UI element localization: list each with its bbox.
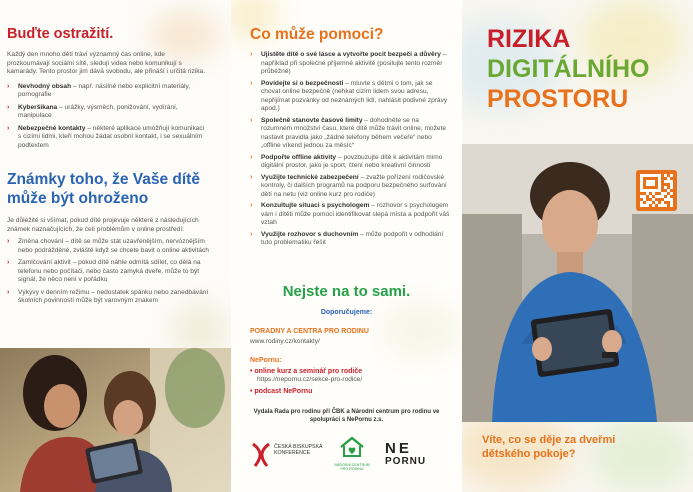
cover-title [487,24,650,114]
panel-left [0,0,231,492]
cover-question [482,433,682,461]
intro-text: Každý den mnoho dětí tráví významný čas online, kde prozkoumávají sociální sítě, sledují videa nebo komunikují s kamarády. Tento prostor jim dává svobodu, ale přináší i určitá rizika. [7,51,206,76]
qr-code-icon[interactable] [636,170,677,211]
risks-list [7,83,207,151]
question-line-2: dětského pokoje? [482,448,576,460]
nepornu-logo-bottom: PORNU [385,456,427,467]
org1-title: PORADNY A CENTRA PRO RODINU [250,328,369,335]
list-item: › Využijte technické zabezpečení – zvažte pořízení rodičovské kontroly, či dalších programů na podporu bezpečného surfování dětí na netu (viz online kurz pro rodiče) [250,173,447,198]
title-line-1: RIZIKA [487,25,571,53]
ncr-logo-text: NÁRODNÍ CENTRUM PRO RODINU [334,463,370,472]
logo-cbk [251,440,326,472]
list-item: › Nebezpečné kontakty – některé aplikace umožňují komunikaci s cizími lidmi, kteří mohou žádat osobní kontakt, i se sexuálním podtextem [7,124,205,149]
logo-nepornu [385,442,445,472]
qr-module [670,204,673,207]
org1-link[interactable]: www.rodiny.cz/kontakty/ [250,338,320,345]
recommend-label: Doporučujeme: [320,309,373,316]
chevron-right-icon: › [250,153,253,161]
signs-intro: Je důležité si všímat, pokud dítě projevuje některé z následujících známek naznačujících, že čelí problémům v online prostředí: [7,217,199,233]
org2-title: NePornu: [250,356,282,364]
panel-middle [231,0,462,492]
heading-warning-signs: Známky toho, že Vaše dítě může být ohroženo [7,171,200,207]
list-item: › Nevhodný obsah – např. násilné nebo explicitní materiály, pornografie [7,82,191,99]
nepornu-logo-top: NE [385,440,412,457]
chevron-right-icon: › [7,103,10,111]
chevron-right-icon: › [250,173,253,181]
list-item: › Kyberšikana – urážky, výsměch, ponižování, vydírání, manipulace [7,103,178,120]
logo-ncr [332,436,372,472]
qr-code-pattern [640,174,673,207]
list-item: › Využijte rozhovor s duchovním – může podpořit v odhodlání tuto problematiku řešit [250,230,444,246]
heading-be-vigilant: Buďte ostražití. [7,26,114,42]
chevron-right-icon: › [7,288,10,296]
org2-course: • online kurz a seminář pro rodiče [250,367,363,375]
photo-girls-with-tablet [0,348,231,492]
cbk-logo-icon [251,442,271,468]
slogan-not-alone: Nejste na to sami. [282,283,411,300]
publisher-note: Vydala Rada pro rodinu při ČBK a Národní centrum pro rodinu ve spolupráci s NePornu z.s. [253,409,440,423]
house-heart-icon [339,436,365,458]
list-item: › Podpořte offline aktivity – povzbuzujte dítě k aktivitám mimo digitální prostor, jako je sport, čtení nebo kreativní činnosti [250,153,443,169]
list-item: › Ujistěte dítě o své lásce a vytvořte pocit bezpečí a důvěry – například při společné příjemné aktivitě (posilujte tento rozměr průběžně) [250,51,447,75]
chevron-right-icon: › [250,79,253,87]
list-item: › Zamlčování aktivit – pokud dítě náhle odmítá sdílet, co dělá na telefonu nebo počítači, nebo často zamyká dveře, může to být signál, že něco není v pořádku [7,259,201,284]
chevron-right-icon: › [7,259,10,267]
photo-illustration [0,348,231,492]
list-item: › Povídejte si o bezpečnosti – mluvte s dětmi o tom, jak se chovat online bezpečně (nehkat cizím lidem svou adresu, nepřijímat pozvánky od neznámých lidí, nahlásit podivné zprávy apod.) [250,79,448,112]
list-item: › Společně stanovte časové limity – dohodněte se na rozumném množství času, které dítě může trávit online, možete nastavit pravidla jako „žádné telefony během večeře“ nebo „offline víkend jednou za měsíc“ [250,116,447,149]
org2-link[interactable]: https://nepornu.cz/sekce-pro-rodice/ [257,375,363,383]
chevron-right-icon: › [7,82,10,90]
chevron-right-icon: › [250,230,253,238]
list-item: › Výkyvy v denním režimu – nedostatek spánku nebo zanedbávání školních povinností může být varovným znakem [7,288,209,305]
list-item: › Konzultujte situaci s psychologem – rozhovor s psychologem vám i dítěti může pomoci identifikovat slepá místa a podpořit váš vztah [250,202,450,226]
question-line-1: Víte, co se děje za dveřmi [482,434,616,446]
list-item: › Změna chování – dítě se může stát uzavřenějším, nervóznějším nebo podrážděné, zvláště když se chcete bavit o online aktivitách [7,238,209,254]
chevron-right-icon: › [250,51,253,58]
tips-list [250,51,450,248]
title-line-2: DIGITÁLNÍHO [487,55,650,83]
title-line-3: PROSTORU [487,85,629,113]
signs-list [7,238,212,306]
cbk-logo-text: ČESKÁ BISKUPSKÁ KONFERENCE [274,444,323,457]
heading-what-helps: Co může pomoci? [250,26,384,43]
panel-right-cover [462,0,693,492]
chevron-right-icon: › [7,238,10,246]
chevron-right-icon: › [7,124,10,132]
org2-podcast: • podcast NePornu [250,388,313,396]
chevron-right-icon: › [250,202,253,209]
chevron-right-icon: › [250,116,253,124]
